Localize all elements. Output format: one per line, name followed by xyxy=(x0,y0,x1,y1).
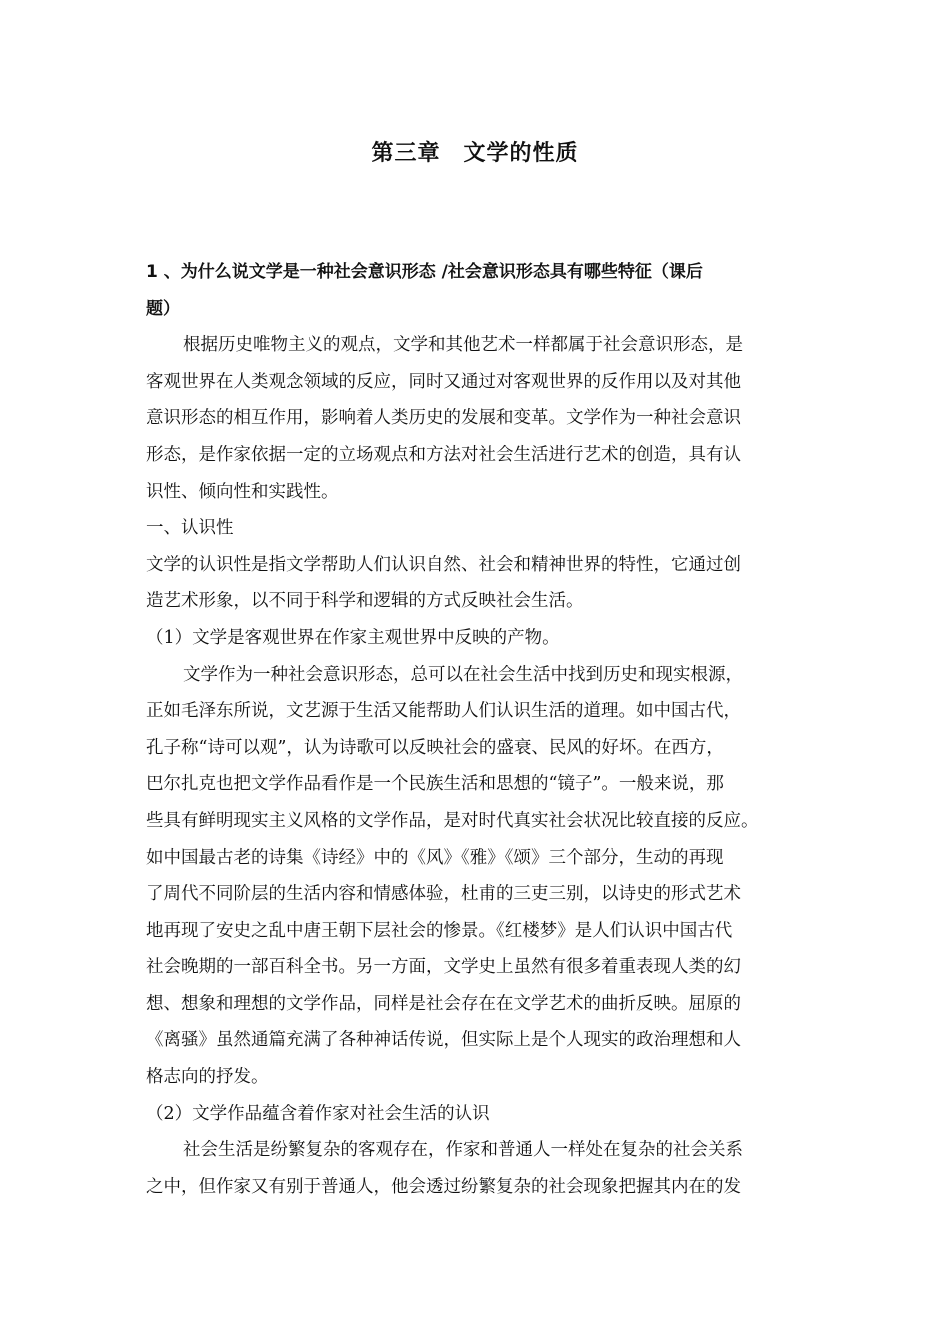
paragraph-line: 客观世界在人类观念领域的反应，同时又通过对客观世界的反作用以及对其他 xyxy=(146,371,741,392)
paragraph-line: 正如毛泽东所说，文艺源于生活又能帮助人们认识生活的道理。如中国古代， xyxy=(146,701,741,722)
section-heading: 一、认识性 xyxy=(146,518,234,539)
question-heading-line-1: 1 、为什么说文学是一种社会意识形态 /社会意识形态具有哪些特征（课后 xyxy=(146,262,703,282)
question-heading-line-2: 题） xyxy=(146,298,180,319)
paragraph-line: 造艺术形象，以不同于科学和逻辑的方式反映社会生活。 xyxy=(146,591,584,612)
paragraph-line: 格志向的抒发。 xyxy=(146,1067,269,1088)
paragraph-line: 孔子称“诗可以观”，认为诗歌可以反映社会的盛衰、民风的好坏。在西方， xyxy=(146,737,724,758)
paragraph-line: 些具有鲜明现实主义风格的文学作品，是对时代真实社会状况比较直接的反应。 xyxy=(146,810,759,831)
paragraph-line: 巴尔扎克也把文学作品看作是一个民族生活和思想的“镜子”。一般来说，那 xyxy=(146,774,724,795)
paragraph-line: 《离骚》虽然通篇充满了各种神话传说，但实际上是个人现实的政治理想和人 xyxy=(146,1030,741,1051)
subsection-heading: （1）文学是客观世界在作家主观世界中反映的产物。 xyxy=(146,627,560,648)
paragraph-line: 文学的认识性是指文学帮助人们认识自然、社会和精神世界的特性，它通过创 xyxy=(146,554,741,575)
paragraph-line: 之中，但作家又有别于普通人，他会透过纷繁复杂的社会现象把握其内在的发 xyxy=(146,1176,741,1197)
paragraph-line: 社会生活是纷繁复杂的客观存在，作家和普通人一样处在复杂的社会关系 xyxy=(183,1140,743,1161)
paragraph-line: 根据历史唯物主义的观点，文学和其他艺术一样都属于社会意识形态，是 xyxy=(183,335,743,356)
paragraph-line: 识性、倾向性和实践性。 xyxy=(146,481,339,502)
document-body xyxy=(146,254,796,1205)
chapter-title: 第三章 文学的性质 xyxy=(371,141,579,166)
paragraph-line: 想、想象和理想的文学作品，同样是社会存在在文学艺术的曲折反映。屈原的 xyxy=(146,993,741,1014)
subsection-heading: （2）文学作品蕴含着作家对社会生活的认识 xyxy=(146,1103,490,1124)
paragraph-line: 了周代不同阶层的生活内容和情感体验，杜甫的三吏三别，以诗史的形式艺术 xyxy=(146,884,741,905)
paragraph-line: 地再现了安史之乱中唐王朝下层社会的惨景。《红楼梦》是人们认识中国古代 xyxy=(146,920,733,941)
paragraph-line: 形态，是作家依据一定的立场观点和方法对社会生活进行艺术的创造，具有认 xyxy=(146,444,741,465)
paragraph-line: 社会晚期的一部百科全书。另一方面，文学史上虽然有很多着重表现人类的幻 xyxy=(146,957,741,978)
paragraph-line: 文学作为一种社会意识形态，总可以在社会生活中找到历史和现实根源， xyxy=(183,664,743,685)
paragraph-line: 意识形态的相互作用，影响着人类历史的发展和变革。文学作为一种社会意识 xyxy=(146,408,741,429)
paragraph-line: 如中国最古老的诗集《诗经》中的《风》《雅》《颂》三个部分，生动的再现 xyxy=(146,847,724,868)
